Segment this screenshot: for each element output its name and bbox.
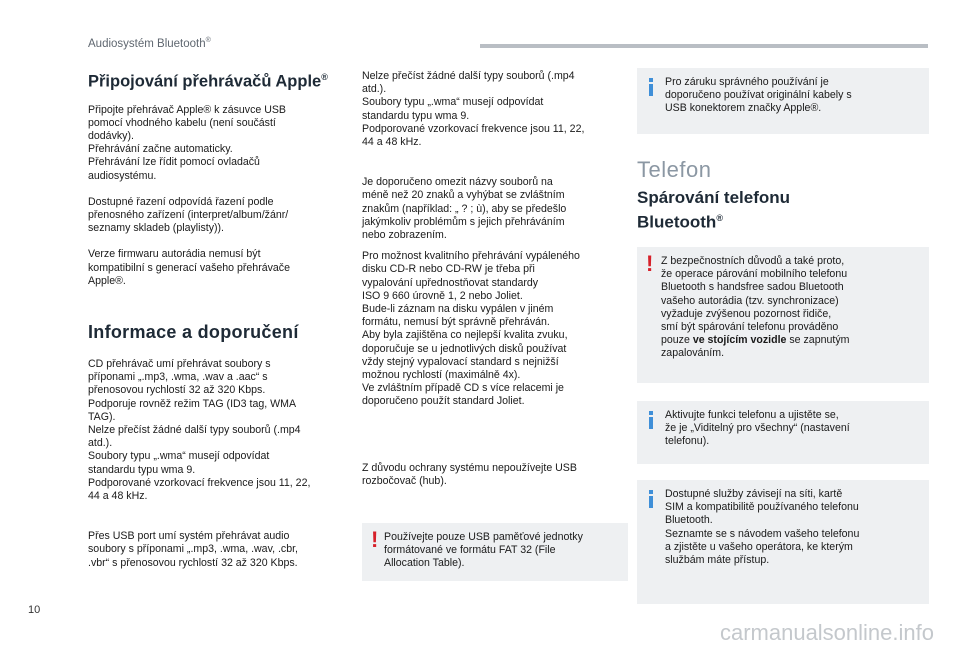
info-icon <box>648 490 654 508</box>
info-cables-text: Pro záruku správného používání je doporučeno používat originální kabely s USB konektorem značky Apple®. <box>665 76 852 115</box>
info-services-text: Dostupné služby závisejí na síti, kartě SIM a kompatibilitě používaného telefonu Bluetooth. Seznamte se s návodem vašeho telefonu a zjistěte u vašeho operátora, ke kterým službám máte přístup. <box>665 488 860 567</box>
page-number: 10 <box>28 604 41 616</box>
paragraph-file-names: Je doporučeno omezit názvy souborů na méně než 20 znaků a vyhýbat se zvláštním znakům (například: „ ? ; ù), aby se předešlo jakýmkoliv problémům s jejich přehráváním nebo zobrazením. <box>362 176 567 242</box>
warning-pairing-text <box>661 255 921 361</box>
info-box-cables <box>637 68 929 134</box>
heading-info-recommendations: Informace a doporučení <box>88 321 299 342</box>
watermark: carmanualsonline.info <box>719 620 934 645</box>
paragraph-connect-apple: Připojte přehrávač Apple® k zásuvce USB pomocí vhodného kabelu (není součástí dodávky). Přehrávání začne automaticky. Přehrávání lze řídit pomocí ovladačů audiosystému. <box>88 103 287 182</box>
registered-mark: ® <box>321 72 328 82</box>
heading-telefon: Telefon <box>637 157 712 182</box>
paragraph-firmware: Verze firmwaru autorádia nemusí být kompatibilní s generací vašeho přehrávače Apple®. <box>88 248 290 287</box>
warning-icon: ! <box>371 527 379 552</box>
info-box-activate <box>637 401 929 464</box>
info-activate-text: Aktivujte funkci telefonu a ujistěte se, že je „Viditelný pro všechny“ (nastavení telefonu). <box>665 409 850 448</box>
running-header <box>88 37 211 50</box>
info-icon <box>648 78 654 96</box>
heading-apple-players <box>88 67 353 92</box>
info-icon <box>648 411 654 429</box>
registered-mark: ® <box>205 37 211 44</box>
warning-usb-text: Používejte pouze USB paměťové jednotky formátované ve formátu FAT 32 (File Allocation Table). <box>384 531 583 570</box>
warning-box-usb <box>362 523 628 581</box>
warning-icon: ! <box>646 251 654 276</box>
registered-mark: ® <box>716 213 723 224</box>
running-header-text: Audiosystém Bluetooth <box>88 37 206 50</box>
column-left <box>88 67 353 570</box>
warning-pairing-part-b: se zapnutým zapalováním. <box>661 334 850 360</box>
paragraph-cd-burning: Pro možnost kvalitního přehrávání vypáleného disku CD-R nebo CD-RW je třeba při vypalování upřednostňovat standardy ISO 9 660 úrovně 1, 2 nebo Joliet. Bude-li záznam na disku vypálen v jiném formátu, nemusí být správně přehráván. Aby byla zajištěna co nejlepší kvalita zvuku, doporučuje se u jednotlivých disků používat vždy stejný vypalovací standard s nejnižší možnou rychlostí (maximálně 4x). Ve zvláštním případě CD s více relacemi je doporučeno použít standard Joliet. <box>362 250 580 408</box>
warning-pairing-part-a: Z bezpečnostních důvodů a také proto, že operace párování mobilního telefonu Bluetooth s handsfree sadou Bluetooth vašeho autorádia (tzv. synchronizace) vyžaduje zvýšenou pozornost řidiče, smí být spárování telefonu prováděno pouze <box>661 255 848 347</box>
heading-pairing-text: Spárování telefonu Bluetooth <box>637 188 791 232</box>
warning-pairing-bold: ve stojícím vozidle <box>692 334 787 347</box>
heading-bluetooth-pairing <box>637 188 929 233</box>
column-right-headings <box>637 157 929 233</box>
paragraph-usb-formats: Přes USB port umí systém přehrávat audio soubory s příponami „.mp3, .wma, .wav, .cbr, .vbr“ s přenosovou rychlostí 32 až 320 Kbps. <box>88 530 298 569</box>
info-box-services <box>637 480 929 604</box>
warning-box-pairing <box>637 247 929 383</box>
paragraph-sorting: Dostupné řazení odpovídá řazení podle přenosného zařízení (interpret/album/žánr/ seznamy skladeb (playlisty)). <box>88 195 289 235</box>
heading-apple-text: Připojování přehrávačů Apple <box>88 72 322 91</box>
paragraph-cd-formats: CD přehrávač umí přehrávat soubory s příponami „.mp3, .wma, .wav a .aac“ s přenosovou rychlostí 32 až 320 Kbps. Podporuje rovněž režim TAG (ID3 tag, WMA TAG). Nelze přečíst žádné další typy souborů (.mp4 atd.). Soubory typu „.wma“ musejí odpovídat standardu typu wma 9. Podporované vzorkovací frekvence jsou 11, 22, 44 a 48 kHz. <box>88 357 311 502</box>
paragraph-usb-hub: Z důvodu ochrany systému nepoužívejte USB rozbočovač (hub). <box>362 461 577 487</box>
header-rule <box>480 44 928 48</box>
paragraph-file-types: Nelze přečíst žádné další typy souborů (.mp4 atd.). Soubory typu „.wma“ musejí odpovídat standardu typu wma 9. Podporované vzorkovací frekvence jsou 11, 22, 44 a 48 kHz. <box>362 70 585 149</box>
column-middle <box>362 70 627 488</box>
